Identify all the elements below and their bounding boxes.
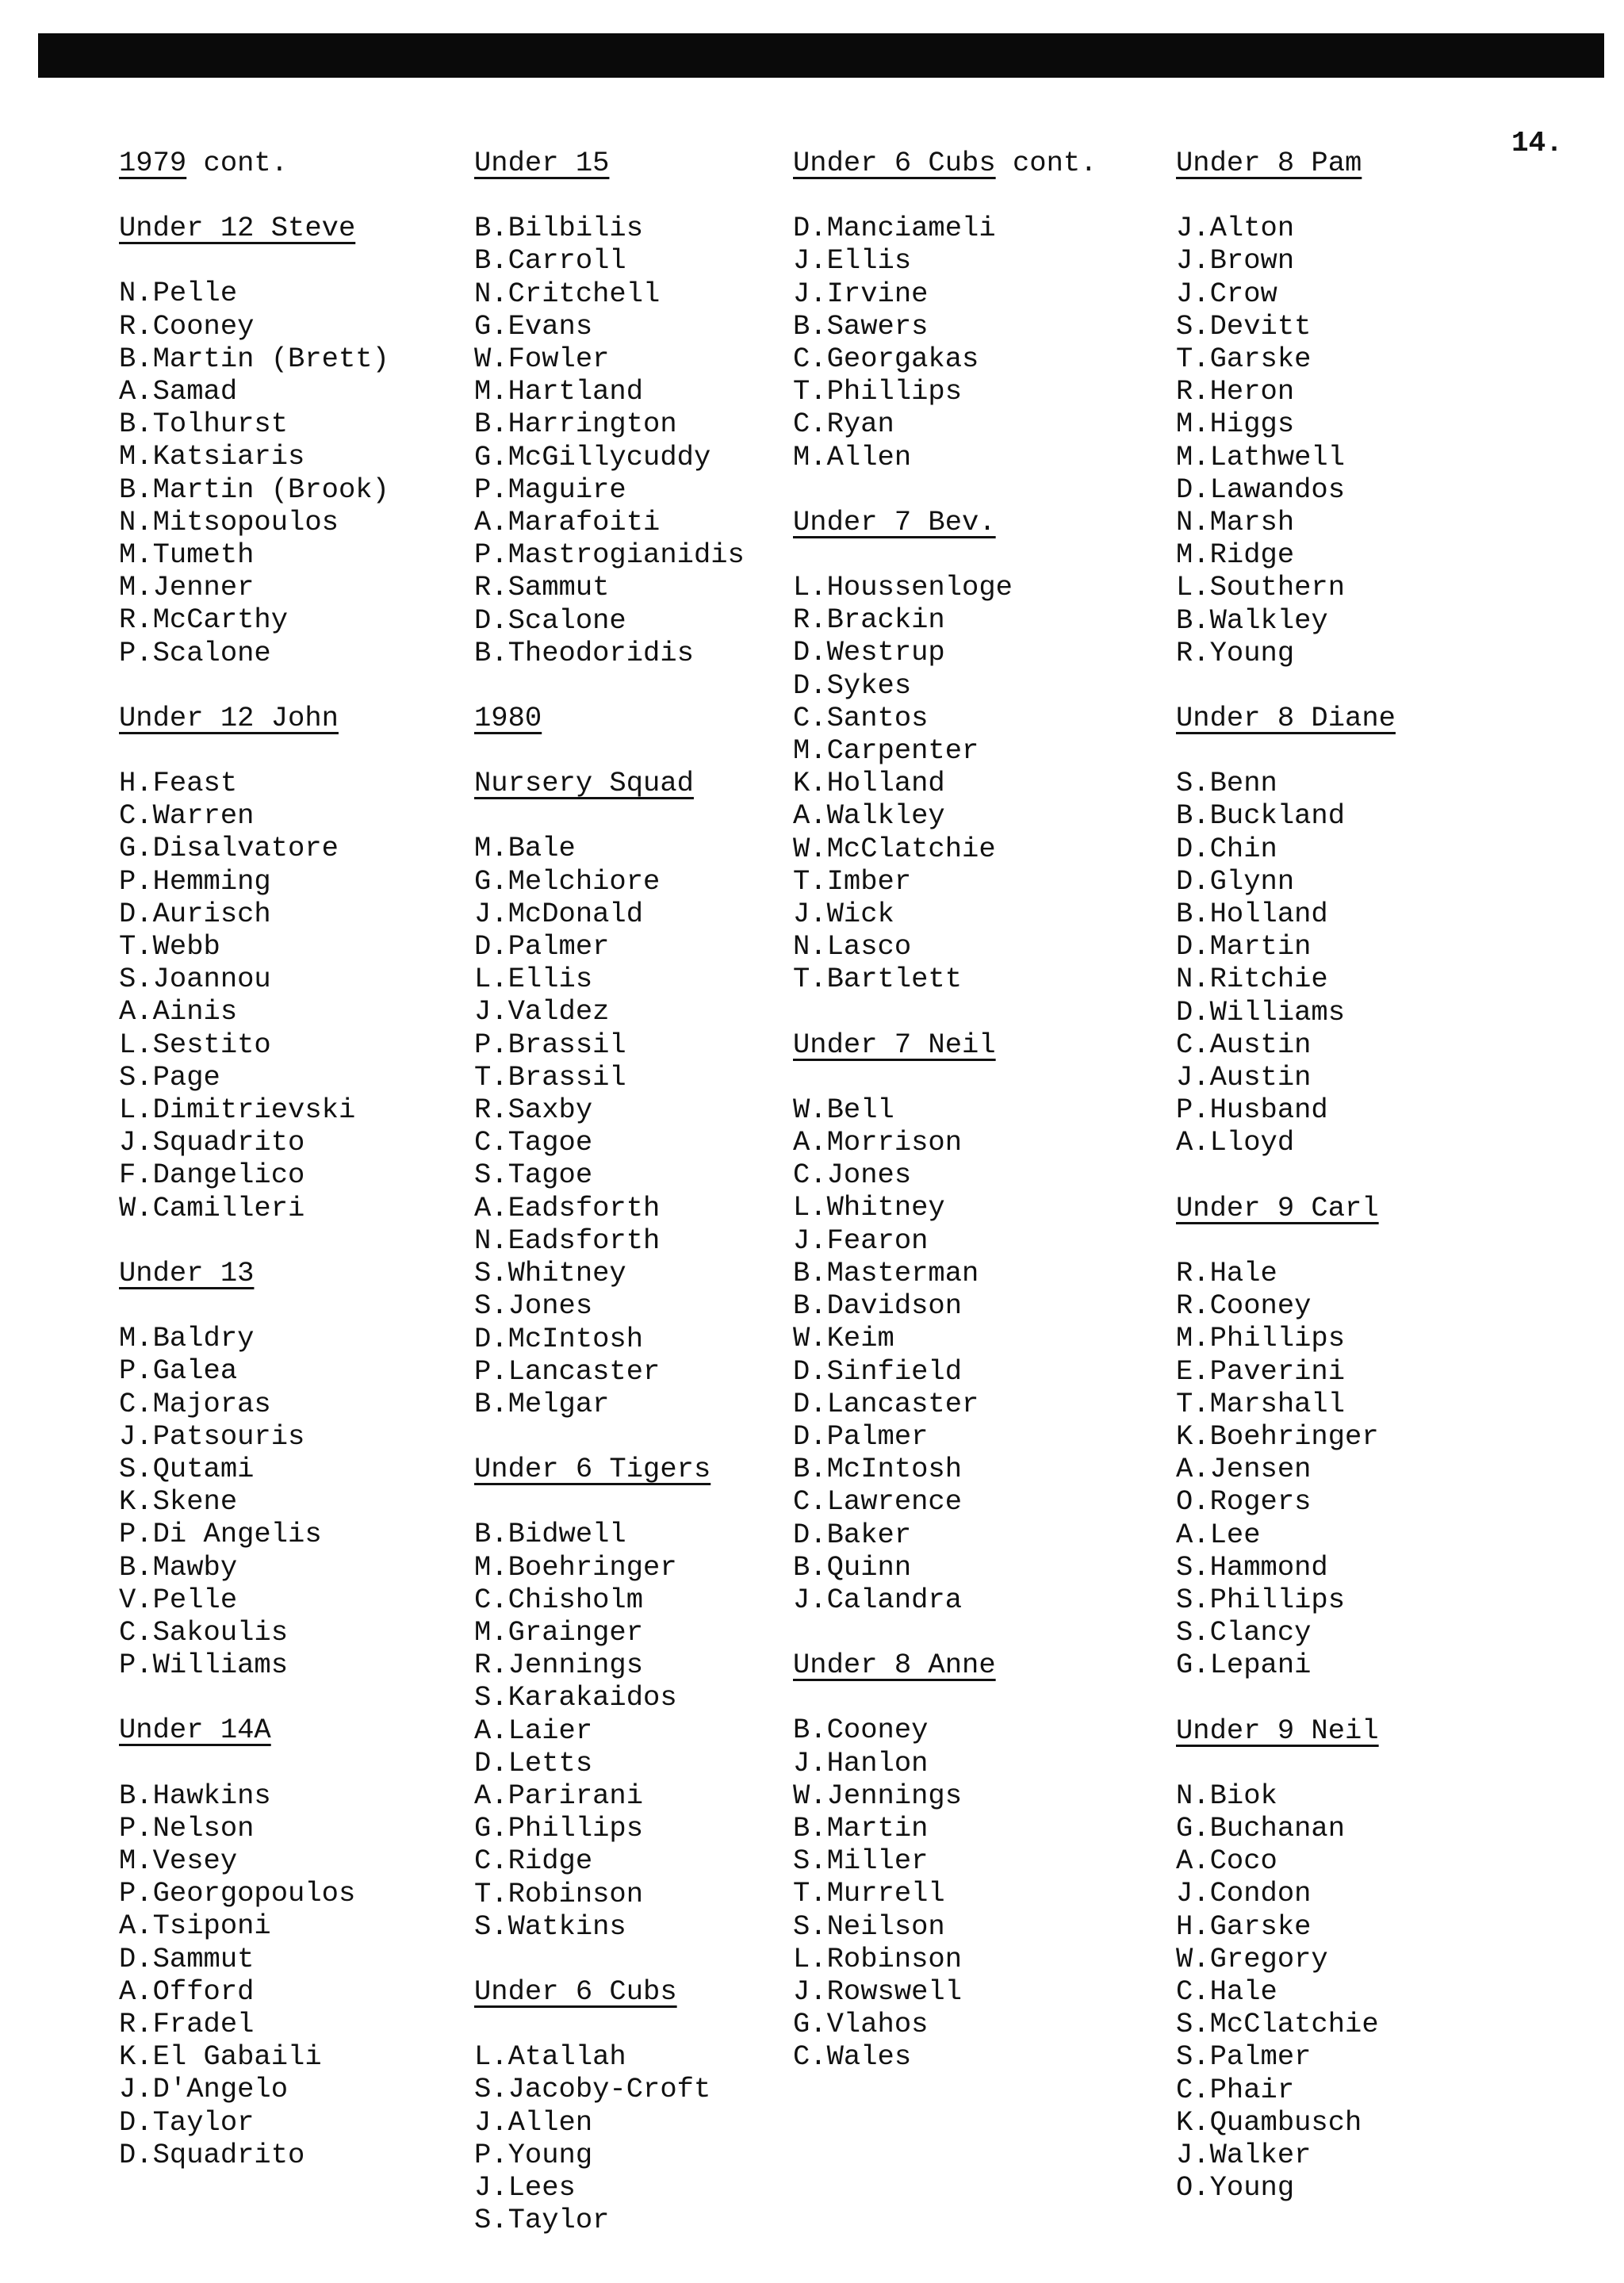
player-name: W.Bell (793, 1093, 894, 1126)
player-name: T.Robinson (474, 1877, 644, 1910)
player-name: P.Brassil (474, 1028, 626, 1061)
player-name: N.Critchell (474, 277, 661, 310)
player-name: T.Webb (119, 930, 220, 963)
player-name: N.Marsh (1176, 506, 1295, 539)
player-name: M.Hartland (474, 375, 644, 408)
player-name: C.Ryan (793, 408, 894, 441)
player-list (474, 2040, 847, 2236)
player-name: S.Page (119, 1060, 220, 1094)
player-name: N.Lasco (793, 930, 912, 963)
player-name: M.Katsiaris (119, 440, 305, 473)
player-name: D.Palmer (793, 1419, 929, 1453)
player-name: J.Austin (1176, 1061, 1312, 1094)
player-name: J.Rowswell (793, 1975, 963, 2008)
player-name: P.Lancaster (474, 1354, 661, 1388)
player-name: M.Jenner (119, 571, 255, 604)
section-heading-line (1176, 147, 1549, 179)
player-name: J.Ellis (793, 244, 912, 278)
section-heading: Under 7 Bev. (793, 505, 996, 538)
player-name: C.Tagoe (474, 1126, 593, 1159)
player-name: T.Marshall (1176, 1387, 1346, 1420)
section-heading: Under 15 (474, 147, 610, 179)
team-section (119, 702, 492, 1224)
player-name: A.Marafoiti (474, 506, 661, 539)
column-4 (1176, 147, 1549, 2236)
player-name: O.Young (1176, 2171, 1295, 2204)
player-name: P.Di Angelis (119, 1518, 322, 1551)
player-name: T.Phillips (793, 375, 963, 408)
player-list (793, 1714, 1166, 2073)
player-name: T.Murrell (793, 1877, 945, 1910)
player-list (474, 1518, 847, 1943)
player-name: A.Morrison (793, 1126, 963, 1159)
player-name: P.Georgopoulos (119, 1877, 356, 1910)
player-name: A.Ainis (119, 995, 238, 1028)
player-name: D.Glynn (1176, 864, 1295, 898)
section-heading-line (793, 1028, 1166, 1061)
player-name: A.Samad (119, 375, 238, 408)
player-name: D.Lawandos (1176, 473, 1346, 506)
player-name: D.Aurisch (119, 897, 271, 930)
player-name: A.Eadsforth (474, 1191, 661, 1224)
player-name: B.Martin (793, 1811, 929, 1844)
team-section (119, 1714, 492, 2171)
player-name: D.Manciameli (793, 212, 996, 245)
player-name: F.Dangelico (119, 1159, 305, 1192)
section-heading: Under 8 Pam (1176, 147, 1362, 179)
player-name: J.Valdez (474, 995, 610, 1028)
player-list (793, 571, 1166, 996)
section-heading: Under 12 Steve (119, 212, 356, 245)
section-heading: Under 12 John (119, 701, 339, 734)
player-name: R.McCarthy (119, 603, 289, 637)
player-name: D.Williams (1176, 995, 1346, 1028)
player-name: J.McDonald (474, 897, 644, 930)
player-name: R.Saxby (474, 1094, 593, 1127)
section-heading-line (119, 1714, 492, 1746)
player-name: L.Dimitrievski (119, 1094, 356, 1127)
player-name: D.Lancaster (793, 1387, 979, 1420)
player-name: C.Jones (793, 1159, 912, 1192)
player-name: R.Cooney (1176, 1289, 1312, 1323)
top-black-bar (38, 33, 1604, 78)
player-name: M.Ridge (1176, 538, 1295, 572)
section-heading-line (119, 702, 492, 734)
section-heading-line (1176, 1192, 1549, 1224)
player-name: D.Martin (1176, 930, 1312, 963)
player-name: R.Hale (1176, 1256, 1277, 1289)
section-heading-line (474, 1975, 847, 2008)
player-name: B.Hawkins (119, 1779, 271, 1812)
section-heading: Under 8 Diane (1176, 702, 1396, 735)
player-name: S.McClatchie (1176, 2008, 1379, 2041)
player-name: N.Eadsforth (474, 1224, 661, 1257)
section-heading: Under 14A (119, 1714, 271, 1747)
player-name: J.Crow (1176, 277, 1277, 310)
player-name: O.Rogers (1176, 1485, 1312, 1519)
section-heading-line (1176, 1714, 1549, 1747)
player-name: A.Offord (119, 1975, 255, 2008)
section-heading-line (474, 702, 847, 734)
player-name: P.Maguire (474, 473, 626, 506)
player-name: S.Jones (474, 1289, 593, 1323)
page-number: 14. (1511, 127, 1563, 159)
player-name: K.Skene (119, 1485, 238, 1519)
player-name: L.Houssenloge (793, 571, 1013, 604)
player-name: T.Brassil (474, 1060, 626, 1094)
player-list (1176, 1779, 1549, 2204)
player-name: S.Phillips (1176, 1583, 1346, 1616)
player-name: A.Lloyd (1176, 1126, 1295, 1159)
player-name: W.Jennings (793, 1779, 963, 1812)
player-name: D.McIntosh (474, 1322, 644, 1355)
player-name: B.Mawby (119, 1550, 238, 1584)
team-section (1176, 147, 1549, 669)
player-name: J.Alton (1176, 212, 1295, 245)
player-name: S.Taylor (474, 2204, 610, 2237)
player-list (1176, 1257, 1549, 1682)
player-list (119, 1322, 492, 1681)
team-section (474, 1975, 847, 2236)
team-section (793, 1028, 1166, 1616)
player-name: P.Nelson (119, 1811, 255, 1844)
player-name: V.Pelle (119, 1583, 238, 1616)
team-section (474, 767, 847, 1420)
team-section (1176, 1192, 1549, 1682)
player-name: M.Carpenter (793, 734, 979, 768)
player-name: A.Coco (1176, 1844, 1277, 1878)
section-heading-line (474, 767, 847, 799)
player-name: C.Phair (1176, 2073, 1295, 2106)
player-name: R.Fradel (119, 2007, 255, 2040)
team-section (793, 147, 1166, 473)
player-name: B.Sawers (793, 309, 929, 343)
player-name: S.Hammond (1176, 1550, 1328, 1584)
player-list (474, 832, 847, 1420)
player-name: P.Young (474, 2138, 593, 2171)
player-name: R.Jennings (474, 1649, 644, 1682)
team-section (1176, 702, 1549, 1159)
player-name: L.Ellis (474, 963, 593, 996)
player-name: D.Palmer (474, 930, 610, 963)
player-name: P.Hemming (119, 864, 271, 898)
section-heading: 1980 (474, 702, 542, 735)
player-list (119, 1779, 492, 2171)
player-name: J.Patsouris (119, 1419, 305, 1453)
player-name: C.Hale (1176, 1975, 1277, 2008)
player-name: M.Phillips (1176, 1322, 1346, 1355)
player-list (119, 277, 492, 668)
player-name: M.Boehringer (474, 1550, 677, 1584)
player-name: M.Grainger (474, 1615, 644, 1649)
player-name: C.Ridge (474, 1844, 593, 1878)
player-list (1176, 767, 1549, 1159)
player-name: D.Squadrito (119, 2138, 305, 2171)
player-name: E.Paverini (1176, 1354, 1346, 1388)
player-name: B.Bilbilis (474, 212, 644, 245)
player-name: C.Wales (793, 2040, 912, 2074)
player-name: J.Brown (1176, 244, 1295, 278)
player-name: K.Boehringer (1176, 1419, 1379, 1453)
player-name: L.Sestito (119, 1028, 271, 1061)
player-name: M.Higgs (1176, 408, 1295, 441)
player-name: S.Benn (1176, 767, 1277, 800)
section-heading-line (793, 1649, 1166, 1681)
section-heading: Under 8 Anne (793, 1649, 996, 1682)
player-name: T.Garske (1176, 343, 1312, 376)
player-name: D.Scalone (474, 603, 626, 637)
player-name: P.Mastrogianidis (474, 538, 745, 572)
player-name: B.Martin (Brook) (119, 473, 389, 506)
player-list (793, 212, 1166, 473)
section-heading: Under 7 Neil (793, 1028, 996, 1061)
player-name: K.El Gabaili (119, 2040, 322, 2074)
column-3 (793, 147, 1166, 2106)
player-name: G.McGillycuddy (474, 440, 711, 473)
player-name: B.Martin (Brett) (119, 342, 389, 375)
player-name: G.Vlahos (793, 2008, 929, 2041)
player-name: J.Condon (1176, 1877, 1312, 1910)
player-name: P.Williams (119, 1649, 289, 1682)
player-name: B.Cooney (793, 1714, 929, 1747)
section-heading-line (474, 147, 847, 179)
player-name: B.Holland (1176, 898, 1328, 931)
section-heading-suffix: cont. (995, 147, 1097, 179)
player-name: J.Hanlon (793, 1746, 929, 1779)
team-section (793, 1649, 1166, 2073)
player-name: B.Harrington (474, 408, 677, 441)
player-name: P.Galea (119, 1354, 238, 1388)
team-section (474, 1453, 847, 1943)
player-name: R.Sammut (474, 571, 610, 604)
section-heading: Under 6 Cubs (474, 1975, 677, 2008)
player-name: L.Southern (1176, 571, 1346, 604)
player-name: M.Baldry (119, 1322, 255, 1355)
player-list (119, 767, 492, 1224)
team-section (474, 702, 847, 734)
section-heading-line (474, 1453, 847, 1485)
player-name: R.Heron (1176, 375, 1295, 408)
player-name: M.Bale (474, 832, 576, 865)
player-name: D.Sykes (793, 668, 912, 702)
player-name: G.Buchanan (1176, 1811, 1346, 1844)
player-name: A.Jensen (1176, 1453, 1312, 1486)
player-name: B.Buckland (1176, 799, 1346, 833)
player-name: S.Jacoby-Croft (474, 2073, 711, 2106)
team-section (1176, 1714, 1549, 2204)
player-name: R.Brackin (793, 603, 945, 637)
section-heading: Under 9 Neil (1176, 1714, 1379, 1747)
player-name: A.Parirani (474, 1779, 644, 1812)
player-name: G.Lepani (1176, 1649, 1312, 1682)
team-section (119, 147, 492, 179)
section-heading: Under 13 (119, 1256, 255, 1289)
player-name: B.Davidson (793, 1289, 963, 1323)
player-name: D.Chin (1176, 832, 1277, 865)
player-name: B.Walkley (1176, 603, 1328, 637)
section-heading: Under 9 Carl (1176, 1191, 1379, 1224)
team-section (474, 147, 847, 669)
column-2 (474, 147, 847, 2269)
player-name: C.Austin (1176, 1028, 1312, 1061)
player-name: W.Camilleri (119, 1191, 305, 1224)
player-name: M.Tumeth (119, 538, 255, 572)
player-name: B.Carroll (474, 244, 626, 278)
player-name: S.Miller (793, 1844, 929, 1878)
player-name: S.Palmer (1176, 2040, 1312, 2074)
player-name: S.Tagoe (474, 1159, 593, 1192)
player-name: G.Evans (474, 309, 593, 343)
player-name: T.Imber (793, 864, 912, 898)
player-name: P.Scalone (119, 636, 271, 669)
team-section (119, 1257, 492, 1681)
player-name: G.Disalvatore (119, 832, 339, 865)
player-name: B.Quinn (793, 1550, 912, 1584)
player-name: C.Sakoulis (119, 1615, 289, 1649)
player-name: B.Bidwell (474, 1518, 626, 1551)
player-name: B.Theodoridis (474, 636, 694, 669)
player-name: S.Whitney (474, 1257, 626, 1290)
player-name: D.Sinfield (793, 1354, 963, 1388)
section-heading: 1979 (119, 147, 187, 179)
player-name: W.McClatchie (793, 832, 996, 865)
player-name: A.Walkley (793, 799, 945, 833)
player-name: D.Sammut (119, 1942, 255, 1975)
player-name: G.Phillips (474, 1812, 644, 1845)
player-list (1176, 212, 1549, 669)
player-name: N.Ritchie (1176, 963, 1328, 996)
player-name: S.Clancy (1176, 1616, 1312, 1649)
player-name: D.Taylor (119, 2105, 255, 2139)
player-name: N.Pelle (119, 277, 238, 310)
player-name: R.Young (1176, 636, 1295, 669)
player-name: S.Watkins (474, 1910, 626, 1943)
player-name: K.Quambusch (1176, 2105, 1362, 2139)
player-name: M.Lathwell (1176, 440, 1346, 473)
section-heading: Under 6 Tigers (474, 1453, 711, 1486)
player-name: B.Masterman (793, 1256, 979, 1289)
team-section (793, 506, 1166, 996)
player-name: J.Walker (1176, 2138, 1312, 2171)
player-name: W.Gregory (1176, 1942, 1328, 1975)
section-heading: Under 6 Cubs (793, 147, 996, 179)
player-name: J.Allen (474, 2105, 593, 2139)
player-name: C.Chisholm (474, 1583, 644, 1616)
column-1 (119, 147, 492, 2204)
player-name: H.Garske (1176, 1910, 1312, 1943)
player-name: T.Bartlett (793, 963, 963, 996)
player-name: R.Cooney (119, 309, 255, 343)
player-name: L.Robinson (793, 1942, 963, 1975)
player-name: J.Wick (793, 898, 894, 931)
player-name: S.Devitt (1176, 309, 1312, 343)
player-name: W.Fowler (474, 343, 610, 376)
player-name: J.D'Angelo (119, 2073, 289, 2106)
player-name: S.Qutami (119, 1452, 255, 1485)
player-name: J.Fearon (793, 1224, 929, 1257)
player-name: C.Majoras (119, 1387, 271, 1420)
player-name: K.Holland (793, 767, 945, 800)
player-name: B.McIntosh (793, 1453, 963, 1486)
player-name: L.Whitney (793, 1191, 945, 1224)
section-heading-line (119, 1257, 492, 1289)
player-name: M.Vesey (119, 1844, 238, 1877)
player-name: P.Husband (1176, 1094, 1328, 1127)
player-name: S.Karakaidos (474, 1681, 677, 1714)
player-name: B.Melgar (474, 1387, 610, 1420)
player-name: J.Lees (474, 2170, 576, 2204)
player-name: J.Squadrito (119, 1126, 305, 1159)
team-section (119, 212, 492, 669)
section-heading-line (119, 212, 492, 244)
player-name: J.Calandra (793, 1583, 963, 1616)
player-name: C.Georgakas (793, 343, 979, 376)
player-name: D.Baker (793, 1518, 912, 1551)
player-name: S.Neilson (793, 1910, 945, 1943)
player-name: S.Joannou (119, 963, 271, 996)
player-name: D.Westrup (793, 636, 945, 669)
player-name: B.Tolhurst (119, 408, 289, 441)
section-heading-suffix: cont. (186, 147, 289, 179)
player-name: A.Lee (1176, 1518, 1261, 1551)
player-name: N.Biok (1176, 1779, 1277, 1812)
player-name: C.Warren (119, 799, 255, 833)
section-heading-line (1176, 702, 1549, 734)
player-name: M.Allen (793, 440, 912, 473)
player-name: A.Tsiponi (119, 1910, 271, 1943)
section-heading: Nursery Squad (474, 767, 694, 800)
player-name: J.Irvine (793, 277, 929, 310)
player-list (474, 212, 847, 669)
player-list (793, 1094, 1166, 1616)
section-heading-line (793, 506, 1166, 538)
player-name: D.Letts (474, 1746, 593, 1779)
player-name: H.Feast (119, 767, 238, 800)
player-name: N.Mitsopoulos (119, 505, 339, 538)
player-name: C.Lawrence (793, 1485, 963, 1519)
section-heading-line (119, 147, 492, 179)
player-name: G.Melchiore (474, 864, 661, 898)
section-heading-line (793, 147, 1166, 179)
player-name: A.Laier (474, 1714, 593, 1747)
player-name: W.Keim (793, 1322, 894, 1355)
player-name: L.Atallah (474, 2040, 626, 2074)
player-name: C.Santos (793, 701, 929, 734)
